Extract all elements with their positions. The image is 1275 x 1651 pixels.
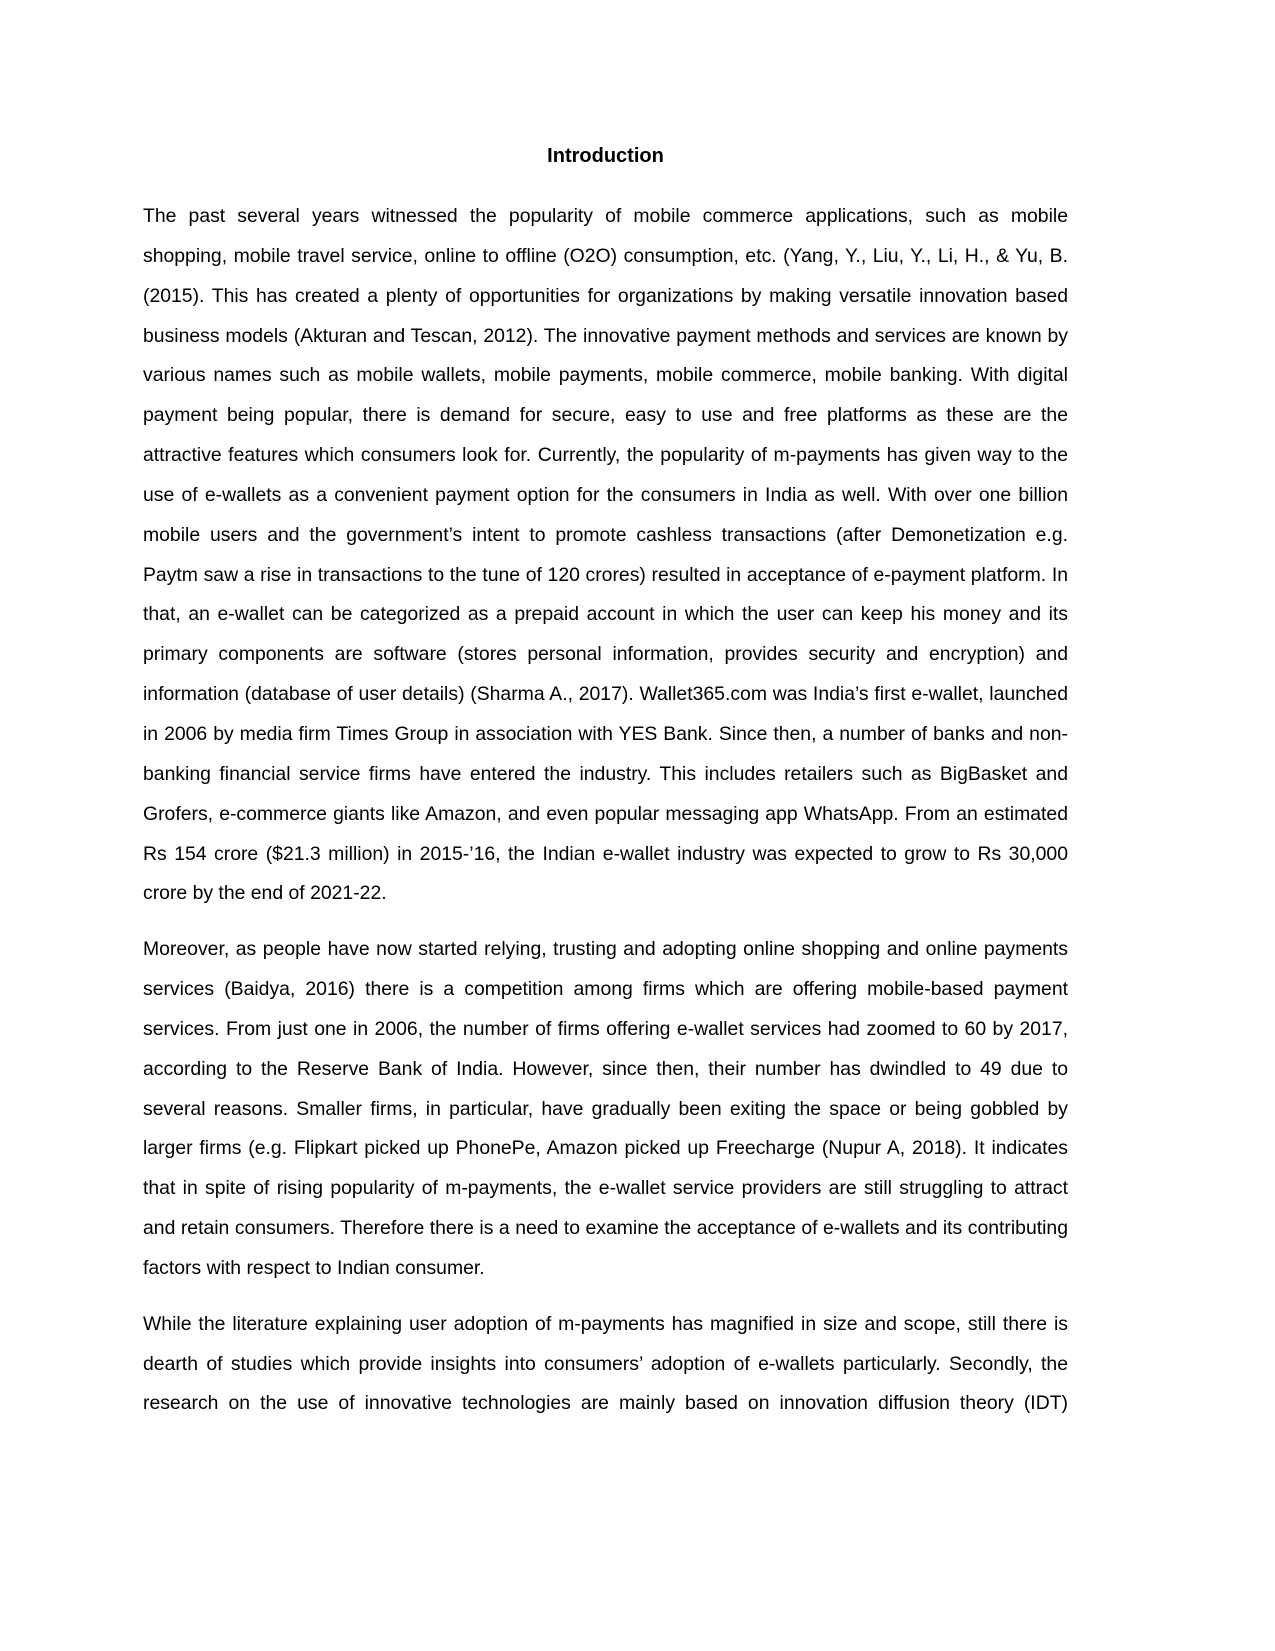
paragraph-3: While the literature explaining user adoption of m-payments has magnified in size and scope, still there is dearth of studies which provide insights into consumers’ adoption of e-wallets particularly. Secondly, the research on the use of innovative technologies are mainly based on innovation diffusion theory (IDT) [143, 1312, 1068, 1415]
section-heading: Introduction [547, 145, 664, 167]
paragraph-2: Moreover, as people have now started relying, trusting and adopting online shopping and online payments services (Baidya, 2016) there is a competition among firms which are offering mobile-based payment services. From just one in 2006, the number of firms offering e-wallet services had zoomed to 60 by 2017, according to the Reserve Bank of India. However, since then, their number has dwindled to 49 due to several reasons. Smaller firms, in particular, have gradually been exiting the space or being gobbled by larger firms (e.g. Flipkart picked up PhonePe, Amazon picked up Freecharge (Nupur A, 2018). It indicates that in spite of rising popularity of m-payments, the e-wallet service providers are still struggling to attract and retain consumers. Therefore there is a need to examine the acceptance of e-wallets and its contributing factors with respect to Indian consumer. [143, 938, 1068, 1279]
paragraph-1: The past several years witnessed the popularity of mobile commerce applications, such as mobile shopping, mobile travel service, online to offline (O2O) consumption, etc. (Yang, Y., Liu, Y., Li, H., & Yu, B. (2015). This has created a plenty of opportunities for organizations by making versatile innovation based business models (Akturan and Tescan, 2012). The innovative payment methods and services are known by various names such as mobile wallets, mobile payments, mobile commerce, mobile banking. With digital payment being popular, there is demand for secure, easy to use and free platforms as these are the attractive features which consumers look for. Currently, the popularity of m-payments has given way to the use of e-wallets as a convenient payment option for the consumers in India as well. With over one billion mobile users and the government’s intent to promote cashless transactions (after Demonetization e.g. Paytm saw a rise in transactions to the tune of 120 crores) resulted in acceptance of e-payment platform. In that, an e-wallet can be categorized as a prepaid account in which the user can keep his money and its primary components are software (stores personal information, provides security and encryption) and information (database of user details) (Sharma A., 2017). Wallet365.com was India’s first e-wallet, launched in 2006 by media firm Times Group in association with YES Bank. Since then, a number of banks and non-banking financial service firms have entered the industry. This includes retailers such as BigBasket and Grofers, e-commerce giants like Amazon, and even popular messaging app WhatsApp. From an estimated Rs 154 crore ($21.3 million) in 2015-’16, the Indian e-wallet industry was expected to grow to Rs 30,000 crore by the end of 2021-22. [143, 205, 1068, 905]
document-page [143, 143, 1068, 1424]
